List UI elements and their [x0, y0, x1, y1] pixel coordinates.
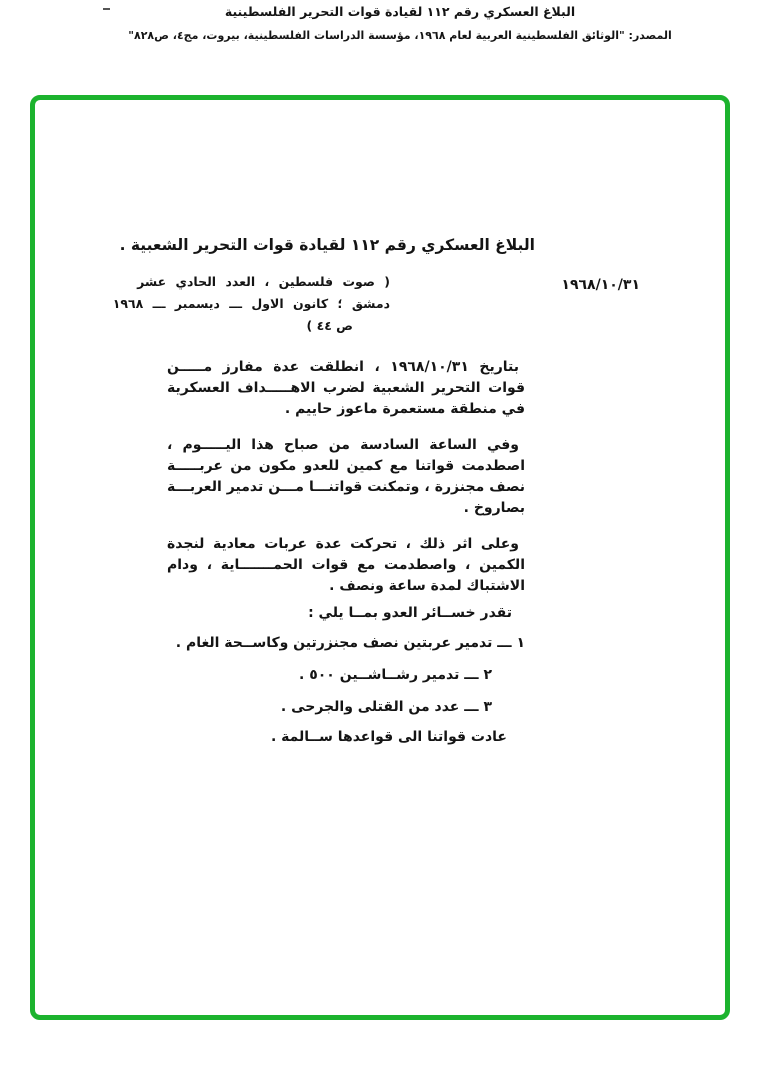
citation-block: [95, 271, 390, 337]
loss-item: ٣ ـــ عدد من القتلى والجرحى .: [280, 699, 492, 715]
communique-title: البلاغ العسكري رقم ١١٢ لقيادة قوات التحرير الشعبية .: [119, 236, 535, 254]
paragraph: وعلى اثر ذلك ، تحركت عدة عربات معادية لنجدة الكمين ، واصطدمت مع قوات الحمـــــــاية ، ودام الاشتباك لمدة ساعة ونصف .: [167, 536, 525, 594]
citation-line: ( صوت فلسطين ، العدد الحادي عشر: [137, 274, 390, 289]
header-source: المصدر: "الوثائق الفلسطينية العربية لعام ١٩٦٨، مؤسسة الدراسات الفلسطينية، بيروت، مج٤، ص٨٢٨": [128, 29, 672, 42]
loss-item: ١ ـــ تدمير عربتين نصف مجنزرتين وكاســحة الغام .: [175, 635, 525, 651]
closing-line: عادت قواتنا الى قواعدها ســالمة .: [270, 729, 507, 745]
header-title: البلاغ العسكري رقم ١١٢ لقيادة قوات التحرير الفلسطينية: [224, 4, 576, 19]
communique-body: [167, 350, 525, 748]
paragraph: بتاريخ ١٩٦٨/١٠/٣١ ، انطلقت عدة مفارز مـــــن قوات التحرير الشعبية لضرب الاهـــــداف العسكرية في منطقة مستعمرة ماعوز حاييم .: [167, 359, 525, 417]
paragraph: وفي الساعة السادسة من صباح هذا اليـــــوم ، اصطدمت قواتنا مع كمين للعدو مكون من عربـــــة نصف مجنزرة ، وتمكنت قواتنـــا مـــن تدمير العربـــة بصاروخ .: [167, 437, 525, 516]
communique-date: ١٩٦٨/١٠/٣١: [561, 277, 640, 293]
document-frame: [30, 95, 730, 1020]
page-header: [21, 4, 758, 42]
citation-line: ص ٤٤ ): [306, 318, 353, 333]
losses-intro: تقدر خســائر العدو بمــا يلي :: [308, 605, 512, 621]
loss-item: ٢ ـــ تدمير رشــاشــين ٥٠٠ .: [299, 667, 492, 683]
citation-line: دمشق ؛ كانون الاول ـــ ديسمبر ـــ ١٩٦٨: [112, 296, 390, 311]
